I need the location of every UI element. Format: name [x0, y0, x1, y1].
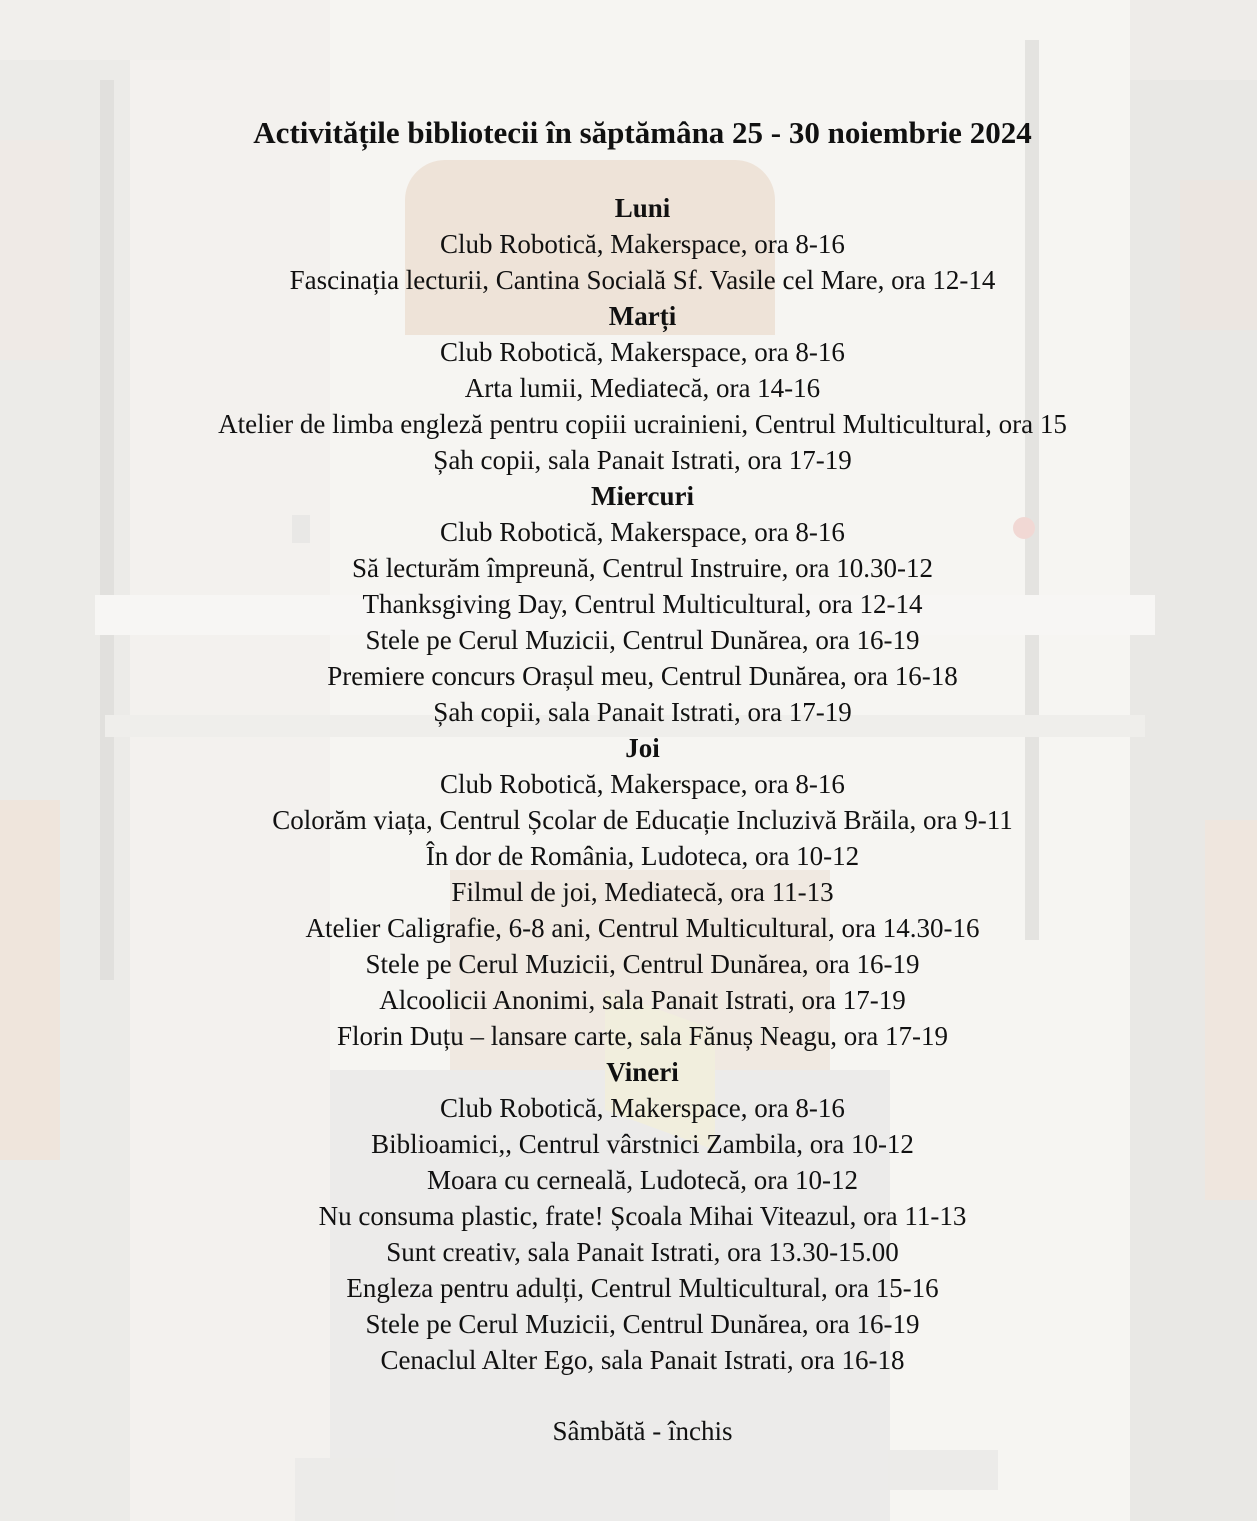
- activity-item: Filmul de joi, Mediatecă, ora 11-13: [451, 877, 834, 907]
- activity-item: Arta lumii, Mediatecă, ora 14-16: [464, 373, 821, 403]
- activity-item: Alcoolicii Anonimi, sala Panait Istrati, ora 17-19: [379, 985, 906, 1015]
- activity-item: Colorăm viața, Centrul Școlar de Educație Incluzivă Brăila, ora 9-11: [272, 805, 1013, 835]
- activity-item: Club Robotică, Makerspace, ora 8-16: [440, 229, 845, 259]
- plaque-left: [295, 1458, 395, 1521]
- activity-item: Moara cu cerneală, Ludotecă, ora 10-12: [426, 1165, 859, 1195]
- activity-item: Club Robotică, Makerspace, ora 8-16: [440, 337, 845, 367]
- activity-item: Fascinația lecturii, Cantina Socială Sf. Vasile cel Mare, ora 12-14: [289, 265, 996, 295]
- day-heading: Miercuri: [591, 481, 694, 511]
- day-heading: Luni: [614, 193, 671, 223]
- activity-item: Cenaclul Alter Ego, sala Panait Istrati, ora 16-18: [380, 1345, 905, 1375]
- day-heading: Joi: [625, 733, 660, 763]
- activity-item: Stele pe Cerul Muzicii, Centrul Dunărea, ora 16-19: [365, 949, 920, 979]
- roof-left: [0, 0, 230, 60]
- activity-item: Șah copii, sala Panait Istrati, ora 17-19: [433, 445, 852, 475]
- activity-item: Nu consuma plastic, frate! Școala Mihai Viteazul, ora 11-13: [318, 1201, 967, 1231]
- activity-item: Atelier de limba engleză pentru copiii ucrainieni, Centrul Multicultural, ora 15: [218, 409, 1067, 439]
- activity-item: Club Robotică, Makerspace, ora 8-16: [440, 1093, 845, 1123]
- activity-item: Stele pe Cerul Muzicii, Centrul Dunărea, ora 16-19: [365, 1309, 920, 1339]
- activity-item: Șah copii, sala Panait Istrati, ora 17-19: [433, 697, 852, 727]
- page-title: Activitățile bibliotecii în săptămâna 25 - 30 noiembrie 2024: [253, 115, 1032, 150]
- activity-item: Stele pe Cerul Muzicii, Centrul Dunărea, ora 16-19: [365, 625, 920, 655]
- activity-item: Să lecturăm împreună, Centrul Instruire, ora 10.30-12: [351, 553, 934, 583]
- plaque-right: [888, 1450, 998, 1490]
- closed-note: Sâmbătă - închis: [552, 1416, 733, 1446]
- activity-item: Sunt creativ, sala Panait Istrati, ora 13.30-15.00: [386, 1237, 899, 1267]
- activity-item: Florin Duțu – lansare carte, sala Fănuș Neagu, ora 17-19: [336, 1021, 949, 1051]
- activity-item: Club Robotică, Makerspace, ora 8-16: [440, 517, 845, 547]
- day-heading: Vineri: [606, 1057, 679, 1087]
- activity-item: Premiere concurs Orașul meu, Centrul Dunărea, ora 16-18: [327, 661, 958, 691]
- activity-item: Thanksgiving Day, Centrul Multicultural, ora 12-14: [362, 589, 923, 619]
- day-heading: Marți: [608, 301, 677, 331]
- activity-item: Biblioamici,, Centrul vârstnici Zambila, ora 10-12: [371, 1129, 914, 1159]
- activity-item: Club Robotică, Makerspace, ora 8-16: [440, 769, 845, 799]
- weekly-schedule: [0, 190, 1257, 1378]
- activity-item: Atelier Caligrafie, 6-8 ani, Centrul Multicultural, ora 14.30-16: [305, 913, 980, 943]
- activity-item: În dor de România, Ludoteca, ora 10-12: [425, 841, 860, 871]
- activity-item: Engleza pentru adulți, Centrul Multicultural, ora 15-16: [346, 1273, 939, 1303]
